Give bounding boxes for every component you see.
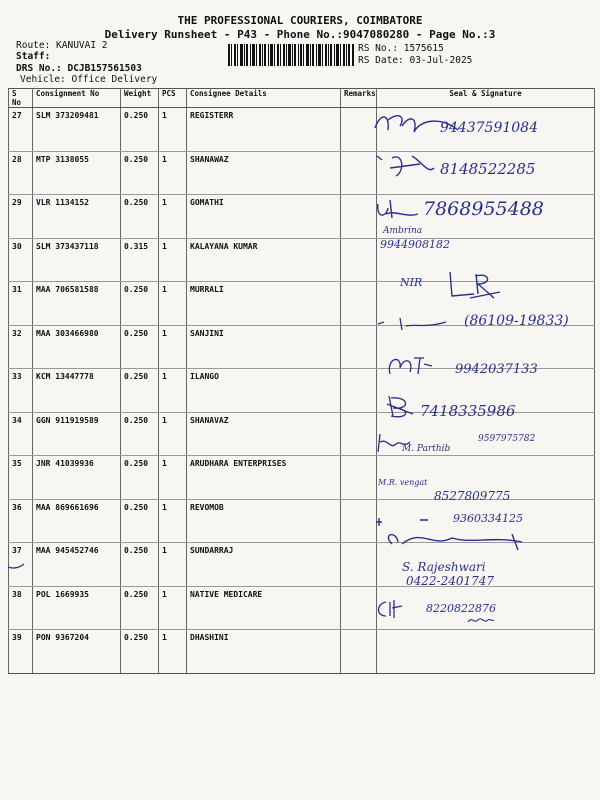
cell-sno: 30 — [9, 238, 33, 282]
cell-pcs: 1 — [159, 543, 187, 587]
handwritten-name-38: S. Rajeshwari — [402, 560, 486, 574]
cell-remarks — [341, 499, 377, 543]
cell-pcs: 1 — [159, 369, 187, 413]
cell-sno: 29 — [9, 195, 33, 239]
cell-sno: 32 — [9, 325, 33, 369]
route-label: Route: KANUVAI 2 — [16, 40, 108, 51]
handwritten-phone-36: 8527809775 — [434, 489, 511, 503]
handwritten-phone-30: 9944908182 — [380, 238, 450, 251]
cell-consignee: SANJINI — [187, 325, 341, 369]
cell-remarks — [341, 369, 377, 413]
cell-consignment: MAA 869661696 — [33, 499, 121, 543]
handwritten-name-30: Ambrina — [383, 226, 423, 236]
cell-remarks — [341, 456, 377, 500]
col-header-pcs: PCS — [159, 89, 187, 108]
cell-sno: 35 — [9, 456, 33, 500]
col-header-weight: Weight — [121, 89, 159, 108]
cell-consignment: PON 9367204 — [33, 630, 121, 674]
cell-weight: 0.250 — [121, 456, 159, 500]
cell-weight: 0.250 — [121, 499, 159, 543]
cell-weight: 0.250 — [121, 108, 159, 152]
cell-consignment: SLM 373437118 — [33, 238, 121, 282]
cell-consignee: REGISTERR — [187, 108, 341, 152]
handwritten-name-35: M. Parthib — [402, 444, 451, 454]
cell-weight: 0.250 — [121, 586, 159, 630]
cell-consignee: ARUDHARA ENTERPRISES — [187, 456, 341, 500]
rs-date: RS Date: 03-Jul-2025 — [358, 55, 473, 66]
runsheet-subtitle: Delivery Runsheet - P43 - Phone No.:9047080280 - Page No.:3 — [104, 28, 496, 41]
cell-remarks — [341, 412, 377, 456]
cell-pcs: 1 — [159, 586, 187, 630]
col-header-seal-signature: Seal & Signature — [377, 89, 595, 108]
company-title: THE PROFESSIONAL COURIERS, COIMBATORE — [177, 14, 423, 27]
handwritten-phone-28: 8148522285 — [440, 160, 536, 178]
cell-pcs: 1 — [159, 456, 187, 500]
table-row — [9, 543, 595, 587]
cell-sno: 36 — [9, 499, 33, 543]
cell-consignment: MAA 706581588 — [33, 282, 121, 326]
cell-remarks — [341, 108, 377, 152]
cell-consignee: ILANGO — [187, 369, 341, 413]
col-header-remarks: Remarks — [341, 89, 377, 108]
tick-mark-38 — [7, 562, 25, 570]
cell-remarks — [341, 151, 377, 195]
cell-consignment: KCM 13447778 — [33, 369, 121, 413]
cell-sno: 38 — [9, 586, 33, 630]
handwritten-remark-31: NIR — [400, 276, 423, 289]
cell-pcs: 1 — [159, 412, 187, 456]
cell-sno: 27 — [9, 108, 33, 152]
cell-consignee: DHASHINI — [187, 630, 341, 674]
cell-pcs: 1 — [159, 499, 187, 543]
rs-number: RS No.: 1575615 — [358, 43, 444, 54]
cell-consignee: SHANAVAZ — [187, 412, 341, 456]
col-header-consignee: Consignee Details — [187, 89, 341, 108]
drs-number: DRS No.: DCJB157561503 — [16, 63, 142, 74]
cell-sno: 31 — [9, 282, 33, 326]
cell-remarks — [341, 630, 377, 674]
cell-sno: 33 — [9, 369, 33, 413]
cell-signature — [377, 630, 595, 674]
staff-label: Staff: — [16, 51, 51, 62]
cell-sno: 39 — [9, 630, 33, 674]
cell-pcs: 1 — [159, 238, 187, 282]
handwritten-phone-29: 7868955488 — [423, 198, 544, 220]
handwritten-phone-39: 8220822876 — [426, 602, 496, 615]
cell-pcs: 1 — [159, 151, 187, 195]
handwritten-phone-32: (86109-19833) — [464, 313, 569, 329]
handwritten-phone-27: 94437591084 — [440, 120, 538, 136]
cell-pcs: 1 — [159, 630, 187, 674]
cell-remarks — [341, 543, 377, 587]
cell-weight: 0.250 — [121, 543, 159, 587]
cell-consignment: JNR 41039936 — [33, 456, 121, 500]
cell-weight: 0.250 — [121, 282, 159, 326]
cell-weight: 0.250 — [121, 325, 159, 369]
cell-remarks — [341, 325, 377, 369]
cell-consignee: SUNDARRAJ — [187, 543, 341, 587]
cell-consignee: NATIVE MEDICARE — [187, 586, 341, 630]
handwritten-phone-38: 0422-2401747 — [406, 574, 495, 588]
handwritten-phone-34: 7418335986 — [420, 402, 516, 420]
cell-consignee: GOMATHI — [187, 195, 341, 239]
cell-consignment: GGN 911919589 — [33, 412, 121, 456]
cell-remarks — [341, 586, 377, 630]
vehicle-label: Vehicle: Office Delivery — [20, 74, 158, 85]
cell-weight: 0.250 — [121, 630, 159, 674]
table-row — [9, 238, 595, 282]
cell-consignment: VLR 1134152 — [33, 195, 121, 239]
cell-weight: 0.250 — [121, 195, 159, 239]
table-row — [9, 630, 595, 674]
cell-consignment: SLM 373209481 — [33, 108, 121, 152]
cell-weight: 0.250 — [121, 412, 159, 456]
handwritten-phone-33: 9942037133 — [455, 362, 538, 377]
cell-consignment: POL 1669935 — [33, 586, 121, 630]
cell-weight: 0.315 — [121, 238, 159, 282]
handwritten-phone-35: 9597975782 — [478, 434, 536, 444]
cell-consignee: MURRALI — [187, 282, 341, 326]
cell-consignee: REVOMOB — [187, 499, 341, 543]
cell-consignee: SHANAWAZ — [187, 151, 341, 195]
cell-sno: 34 — [9, 412, 33, 456]
cell-sno: 28 — [9, 151, 33, 195]
table-header-row — [9, 89, 595, 108]
cell-consignment: MAA 303466980 — [33, 325, 121, 369]
cell-weight: 0.250 — [121, 369, 159, 413]
handwritten-name-36: M.R. vengat — [378, 478, 428, 487]
cell-pcs: 1 — [159, 108, 187, 152]
cell-sno: 37 — [9, 543, 33, 587]
cell-consignment: MAA 945452746 — [33, 543, 121, 587]
cell-weight: 0.250 — [121, 151, 159, 195]
handwritten-phone-37: 9360334125 — [453, 512, 523, 525]
cell-remarks — [341, 282, 377, 326]
barcode-image — [228, 44, 354, 66]
table-row — [9, 586, 595, 630]
col-header-sno: S No — [9, 89, 33, 108]
cell-consignee: KALAYANA KUMAR — [187, 238, 341, 282]
cell-remarks — [341, 195, 377, 239]
cell-remarks — [341, 238, 377, 282]
cell-pcs: 1 — [159, 282, 187, 326]
col-header-consignment: Consignment No — [33, 89, 121, 108]
cell-pcs: 1 — [159, 325, 187, 369]
cell-pcs: 1 — [159, 195, 187, 239]
cell-consignment: MTP 3138055 — [33, 151, 121, 195]
